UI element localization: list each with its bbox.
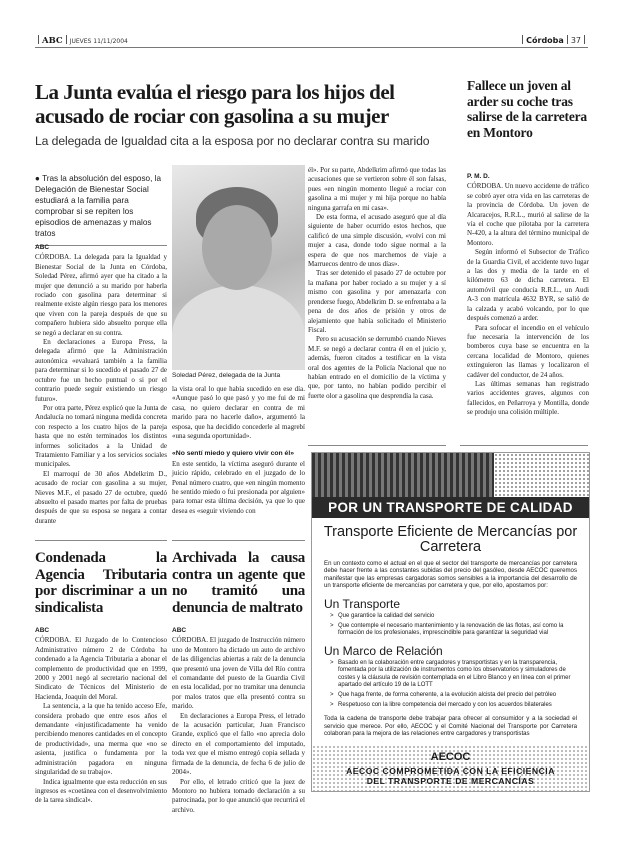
intertitle: «No sentí miedo y quiero vivir con él»: [172, 450, 295, 458]
section-name: Córdoba: [526, 36, 564, 45]
paragraph: Para sofocar el incendio en el vehículo fue necesaria la intervención de los bomberos cuya base se encuentra en la cercana localidad de Montoro, quienes extinguieron las llamas y localizaron el cadáver del conductor, de 24 años.: [467, 323, 589, 379]
article-archivada: [172, 542, 305, 815]
paragraph: Por ello, el letrado criticó que la juez de Montoro no hubiera tomado declaración a su patrocinada, por lo que anunció que recurrirá el archivo.: [172, 777, 305, 814]
article-headline: Archivada la causa contra un agente que no tramitó una denuncia de maltrato: [172, 550, 305, 616]
ad-list-item: > Que garantice la calidad del servicio: [312, 613, 589, 620]
paragraph: la vista oral lo que había sucedido en ese día. «Aunque pasó lo que pasó y yo me fui de mi casa, no quiero declarar en contra de mi marido para no hacerle daño», argumentó la esposa, que ha decidido concederle al magrebí «una segunda oportunidad».: [172, 385, 305, 441]
ad-list-item: > Basado en la colaboración entre cargadores y transportistas y en la transparencia, fomentada por la utilización de instrumentos como los observatorios y simuladores de costes y la cláusula de revisión contemplada en el Libro Blanco y en línea con el primer apartado del artículo 19 de la LOTT: [312, 660, 589, 689]
aecoc-logo: AECOC: [430, 750, 471, 763]
paragraph: En declaraciones a Europa Press, el letrado de la acusación particular, Juan Francisco Grande, explicó que el fallo «no aprecia dolo directo en el comportamiento del imputado, toda vez que el mismo entregó copia sellada y firmada de la denuncia, de fecha 6 de julio de 2004».: [172, 711, 305, 777]
ad-slogan-2: DEL TRANSPORTE DE MERCANCÍAS: [366, 775, 535, 786]
page-number: 37: [570, 36, 581, 45]
byline: P. M. D.: [467, 173, 490, 180]
ad-headline: Transporte Eficiente de Mercancías por Carretera: [323, 524, 578, 555]
paragraph: En este sentido, la víctima aseguró durante el juicio rápido, celebrado en el juzgado de lo Penal número cuatro, que «en ningún momento he sentido miedo o fui presionada por alguien» para tomar esta última decisión, ya que lo que desea es «seguir viviendo con: [172, 459, 305, 515]
article-headline: Condenada la Agencia Tributaria por discriminar a un sindicalista: [35, 550, 167, 616]
paragraph: Pero su acusación se derrumbó cuando Nieves M.F. se negó a declarar contra él en el juicio y, además, fueron citados a testificar en la vista oral dos agentes de la Policía Nacional que no habían entrado en el domicilio de la víctima y que, por tanto, no habían podido percibir el fuerte olor a gasolina que desprendía la casa.: [308, 335, 446, 400]
page-header: [35, 34, 588, 48]
aecoc-advertisement: [311, 452, 590, 792]
paragraph: Las últimas semanas han registrado varios accidentes graves, algunos con fallecidos, en Peñarroya y Montilla, donde se produjo una colisión múltiple.: [467, 379, 589, 417]
byline: ABC: [172, 627, 187, 634]
divider: [172, 540, 305, 541]
paragraph: En declaraciones a Europa Press, la delegada afirmó que la Administración autonómica «evaluará también a la familia para determinar si lo sucedido el pasado 27 de octubre fue un hecho puntual o si por el contrario puede seguir existiendo un riesgo futuro».: [35, 338, 167, 403]
side-headline: Fallece un joven al arder su coche tras salirse de la carretera en Montoro: [467, 78, 587, 140]
byline: ABC: [35, 244, 50, 251]
main-lead: ● Tras la absolución del esposo, la Delegación de Bienestar Social estudiará a la familia para comprobar si se repiten los episodios de amenazas y malos tratos: [35, 173, 167, 246]
main-subtitle: La delegada de Igualdad cita a la esposa por no declarar contra su marido: [35, 134, 430, 148]
main-headline: La Junta evalúa el riesgo para los hijos del acusado de rociar con gasolina a su mujer: [35, 80, 395, 128]
ad-truck-photo: [312, 453, 589, 497]
ad-banner: POR UN TRANSPORTE DE CALIDAD: [312, 497, 589, 518]
paragraph: Indica igualmente que esta reducción en sus ingresos es «coetánea con el desenvolvimiento de la tarea sindical».: [35, 777, 167, 805]
main-col3: [308, 166, 446, 401]
paragraph: De esta forma, el acusado aseguró que al día siguiente de haber ocurrido estos hechos, que calificó de una simple discusión, «volví con mi mujer a casa, donde todo sigue normal a la espera de que nos marchemos de viaje a Marruecos dentro de unos días».: [308, 213, 446, 269]
ad-footer: [312, 745, 589, 791]
side-article-body: [467, 172, 589, 418]
paragraph: CÓRDOBA. El Juzgado de lo Contencioso Administrativo número 2 de Córdoba ha condenado a la Agencia Tributaria a abonar el complemento de productividad que en 1999, 2000 y 2001 negó al secretario nacional del Sindicato de Técnicos del Ministerio de Hacienda, Joaquín del Moral.: [35, 636, 167, 701]
paragraph: él». Por su parte, Abdelkrim afirmó que todas las acusaciones que se vertieron sobre él son falsas, pues «en ningún momento llegué a rociar con gasolina a mi mujer y mi hija porque no había ninguna garrafa en mi casa».: [308, 166, 446, 212]
divider: [35, 540, 167, 541]
paragraph: El marroquí de 30 años Abdelkrim D., acusado de rociar con gasolina a su mujer, Nieves M.F., el pasado 27 de octubre, quedó absuelto el pasado martes por falta de pruebas después de que su esposa se negara a contar durante: [35, 469, 167, 525]
paragraph: La sentencia, a la que ha tenido acceso Efe, considera probado que entre esos años el demandante «injustificadamente ha venido percibiendo menores cantidades en el concepto de productividad», una merma que «no se asienta, justifica o fundamenta por la administración pagadora en ninguna singularidad de su trabajo».: [35, 702, 167, 777]
ad-list-item: > Respetuoso con la libre competencia del mercado y con los acuerdos bilaterales: [312, 702, 589, 709]
bullet-icon: ●: [35, 174, 43, 183]
brand-logo: ABC: [42, 36, 63, 46]
issue-date: JUEVES 11/11/2004: [69, 38, 128, 45]
photo-soledad-perez: [172, 165, 305, 370]
photo-caption: Soledad Pérez, delegada de la Junta: [172, 372, 281, 379]
main-col1: [35, 243, 167, 526]
article-agencia-tributaria: [35, 542, 167, 806]
ad-list-item: > Que contemple el necesario mantenimiento y la renovación de las flotas, así como la formación de los profesionales, imprescindible para garantizar la seguridad vial: [312, 623, 589, 637]
ad-intro: En un contexto como el actual en el que el sector del transporte de mercancías por carretera debe hacer frente a las constantes subidas del precio del gasóleo, desde AECOC queremos manifestar que las empresas cargadoras somos sensibles a la importancia del desarrollo de un transporte eficiente de mercancías por carretera y que, por ello, apostamos por:: [324, 560, 577, 590]
ad-slogan-1: AECOC COMPROMETIDA CON LA EFICIENCIA: [346, 765, 555, 776]
divider: [308, 445, 446, 446]
ad-section-heading: Un Transporte: [324, 596, 401, 611]
paragraph: CÓRDOBA. La delegada para la Igualdad y Bienestar Social de la Junta en Córdoba, Soledad Pérez, afirmó ayer que ha citado a la mujer que denunció a su marido por haberla rociado con gasolina para determinar si realmente existe algún riesgo para los menores que viven con la pareja después de que su compañero hubiera sido absuelto porque ella se negó a declarar en su contra.: [35, 253, 167, 337]
paragraph: CÓRDOBA. Un nuevo accidente de tráfico se cobró ayer otra vida en las carreteras de la provincia de Córdoba. Un joven de Alcaracejos, R.R.L., murió al salirse de la vía el coche que pilotaba por la carretera N-420, a la altura del término municipal de Montoro.: [467, 182, 589, 247]
ad-section-heading: Un Marco de Relación: [324, 644, 443, 659]
paragraph: Tras ser detenido el pasado 27 de octubre por la mañana por haber rociado a su mujer y a sí mismo con gasolina y por amenazarla con prenderse fuego, Abdelkrim D. se enfrentaba a la pena de dos años de prisión y otros de alejamiento que había solicitado el Ministerio Fiscal.: [308, 269, 446, 334]
main-col2: [172, 385, 305, 516]
paragraph: Según informó el Subsector de Tráfico de la Guardia Civil, el accidente tuvo lugar a las dos y media de la tarde en el kilómetro 63 de dicha carretera. El automóvil que conducía R.R.L., un Audi A-3 con matrícula 4632 BYR, se salió de la calzada y acabó volcando, por lo que después comenzó a arder.: [467, 248, 589, 323]
divider: [460, 445, 588, 446]
byline: ABC: [35, 627, 50, 634]
ad-closing: Toda la cadena de transporte debe trabajar para ofrecer al consumidor y a la sociedad el servicio que merece. Por ello, AECOC y el Comité Nacional del Transporte por Carretera colaboran para la mejora de las relaciones entre cargadores y transportistas: [324, 715, 577, 738]
paragraph: CÓRDOBA. El juzgado de Instrucción número uno de Montoro ha dictado un auto de archivo de las diligencias abiertas a raíz de la denuncia que presentó una joven de Villa del Río contra el comandante del puesto de la Guardia Civil en esta localidad, por no tramitar una denuncia por malos tratos que ella presentó contra su marido.: [172, 636, 305, 711]
paragraph: Por otra parte, Pérez explicó que la Junta de Andalucía no tomará ninguna medida concreta con respecto a los cuatro hijos de la pareja hasta que no estén terminados los distintos informes solicitados a la Unidad de Tratamiento Familiar y a los servicios sociales municipales.: [35, 403, 167, 469]
ad-list-item: > Que haga frente, de forma coherente, a la evolución alcista del precio del petróleo: [312, 692, 589, 699]
